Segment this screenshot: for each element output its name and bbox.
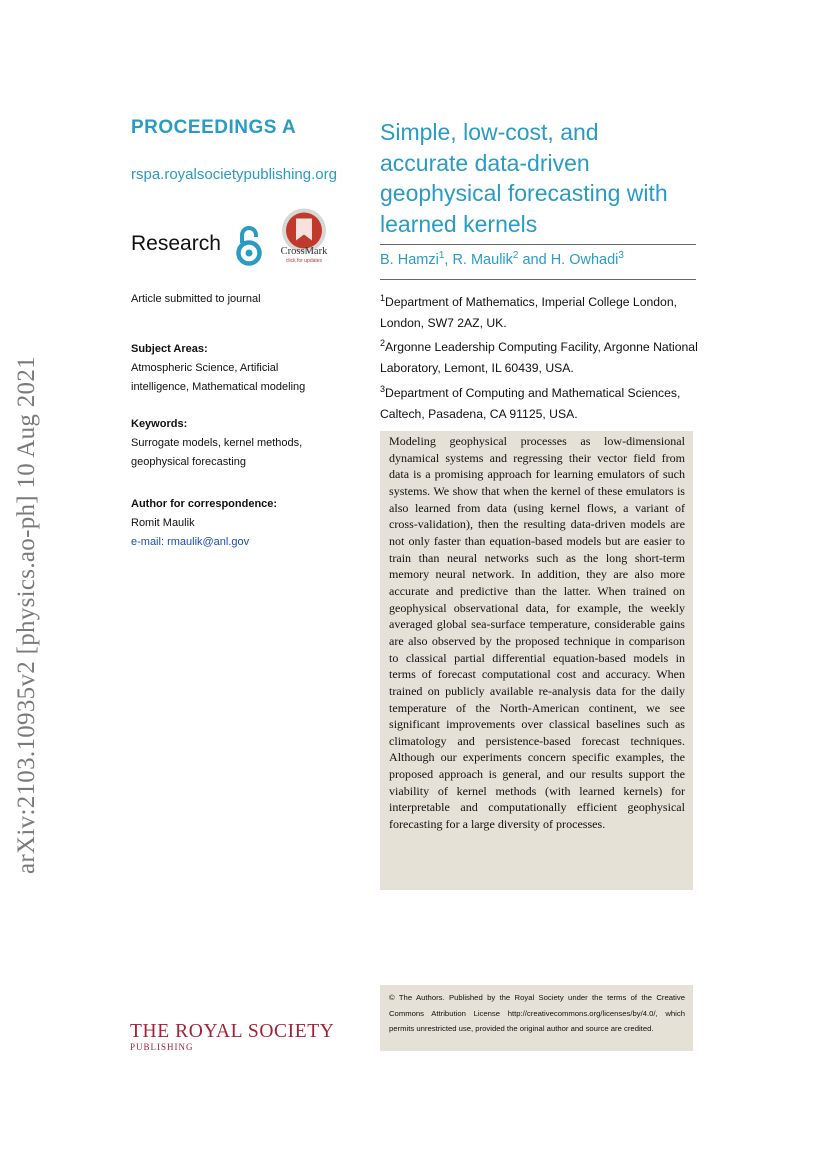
correspondence-name: Romit Maulik: [131, 517, 195, 529]
affiliation-sup: 3: [380, 383, 386, 394]
correspondence-email-line: [131, 533, 351, 552]
authors-rule: [380, 279, 696, 280]
affiliation-text: Argonne Leadership Computing Facility, Argonne National Laboratory, Lemont, IL 60439, USA.: [380, 340, 698, 376]
license-box: [380, 985, 693, 1051]
author-separator: ,: [444, 251, 453, 268]
subject-areas-heading: Subject Areas:: [131, 343, 208, 355]
email-link[interactable]: rmaulik@anl.gov: [167, 536, 250, 548]
author-name: B. Hamzi: [380, 251, 439, 268]
publisher-logo-sub: PUBLISHING: [130, 1042, 194, 1052]
affiliation-text: Department of Computing and Mathematical Sciences, Caltech, Pasadena, CA 91125, USA.: [380, 386, 681, 421]
correspondence-heading: Author for correspondence:: [131, 498, 278, 510]
email-label: e-mail:: [131, 536, 168, 548]
keywords-line: geophysical forecasting: [131, 456, 246, 468]
subject-areas-line: Atmospheric Science, Artificial: [131, 362, 279, 374]
author-name: R. Maulik: [452, 251, 513, 268]
author-list: [380, 250, 624, 268]
affiliation-item: [380, 288, 700, 333]
arxiv-stamp: arXiv:2103.10935v2 [physics.ao-ph] 10 Aug 2021: [13, 356, 40, 874]
correspondence: [131, 495, 351, 552]
author-name: H. Owhadi: [550, 251, 619, 268]
subject-areas: [131, 340, 351, 397]
keywords-heading: Keywords:: [131, 418, 188, 430]
title-rule: [380, 244, 696, 245]
journal-name: PROCEEDINGS A: [131, 117, 297, 138]
author-sup: 3: [618, 250, 624, 261]
abstract-text: Modeling geophysical processes as low-dimensional dynamical systems and regressing their vector field from data is a promising approach for learning emulators of such systems. We show that when the kernel of these emulators is also learned from data (using kernel flows, a variant of cross-validation), then the resulting data-driven models are not only faster than equation-based models but are easier to train than neural networks such as the long short-term memory neural network. In addition, they are also more accurate and predictive than the latter. When trained on geophysical observational data, for example, the weekly averaged global sea-surface temperature, considerable gains are also observed by the proposed technique in comparison to classical partial differential equation-based models in terms of forecast computational cost and accuracy. When trained on publicly available re-analysis data for the daily temperature of the North-American continent, we see significant improvements over classical baselines such as climatology and persistence-based forecast techniques. Although our experiments concern specific examples, the proposed approach is general, and our results support the viability of kernel methods (with learned kernels) for interpretable and computationally efficient geophysical forecasting for a large diversity of processes.: [389, 434, 685, 832]
submitted-note: Article submitted to journal: [131, 293, 261, 305]
affiliation-sup: 1: [380, 293, 386, 303]
paper-title: Simple, low-cost, and accurate data-driven geophysical forecasting with learned kernels: [380, 119, 668, 237]
subject-areas-line: intelligence, Mathematical modeling: [131, 381, 306, 393]
affiliation-item: [380, 333, 700, 378]
affiliation-text: Department of Mathematics, Imperial College London, London, SW7 2AZ, UK.: [380, 295, 677, 330]
open-access-icon: [234, 223, 264, 267]
keywords: [131, 415, 351, 472]
keywords-line: Surrogate models, kernel methods,: [131, 437, 303, 449]
author-sup: 1: [438, 250, 445, 261]
license-text: © The Authors. Published by the Royal Society under the terms of the Creative Commons Attribution License http://creativecommons.org/licenses/by/4.0/, which permits unrestricted use, provided the original author and source are credited.: [389, 993, 685, 1033]
journal-site-link[interactable]: rspa.royalsocietypublishing.org: [131, 166, 337, 183]
author-separator: and: [518, 251, 551, 268]
author-sup: 2: [512, 250, 519, 261]
crossmark-label: CrossMark: [280, 246, 328, 257]
crossmark-sub: click for updates: [285, 258, 323, 264]
publisher-logo-name: THE ROYAL SOCIETY: [130, 1021, 335, 1042]
affiliation-sup: 2: [380, 338, 386, 349]
affiliation-item: [380, 379, 700, 424]
affiliations: [380, 288, 700, 424]
section-label: Research: [131, 232, 221, 255]
abstract-box: [380, 431, 693, 890]
